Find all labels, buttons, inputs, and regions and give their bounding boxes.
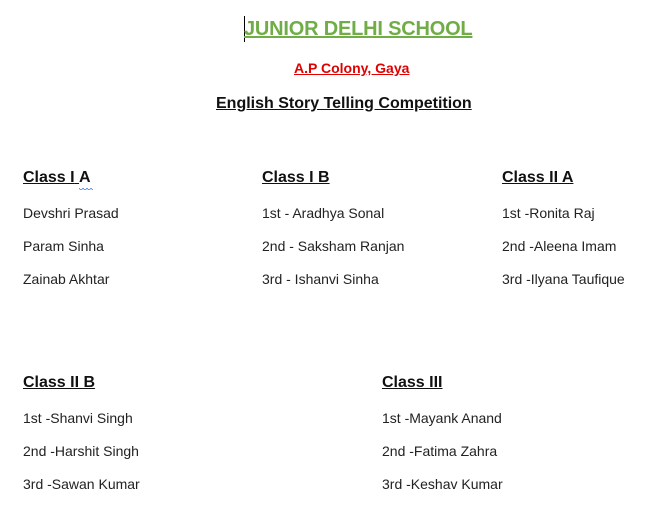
school-name: JUNIOR DELHI SCHOOL: [244, 18, 473, 40]
school-address: A.P Colony, Gaya: [294, 60, 410, 76]
list-item: Zainab Akhtar: [23, 271, 110, 287]
class-section-2b: [23, 374, 140, 507]
event-heading: English Story Telling Competition: [216, 95, 472, 112]
list-item: 3rd -Sawan Kumar: [23, 476, 140, 492]
class-section-2a: [502, 169, 625, 302]
list-item: 2nd -Harshit Singh: [23, 443, 139, 459]
list-item: 1st -Mayank Anand: [382, 410, 502, 426]
class-heading: Class III: [382, 374, 443, 391]
list-item: 1st -Shanvi Singh: [23, 410, 133, 426]
class-section-3: [382, 374, 503, 507]
class-heading-suffix: A: [79, 169, 91, 186]
list-item: 2nd -Aleena Imam: [502, 238, 617, 254]
class-section-1a: [23, 169, 119, 302]
list-item: 2nd -Fatima Zahra: [382, 443, 498, 459]
list-item: 1st - Aradhya Sonal: [262, 205, 385, 221]
list-item: Devshri Prasad: [23, 205, 119, 221]
list-item: 1st -Ronita Raj: [502, 205, 595, 221]
class-heading: Class II A: [502, 169, 574, 186]
class-heading: Class II B: [23, 374, 96, 391]
class-heading: [23, 169, 119, 191]
class-section-1b: [262, 169, 404, 302]
list-item: 3rd - Ishanvi Sinha: [262, 271, 379, 287]
list-item: 2nd - Saksham Ranjan: [262, 238, 405, 254]
list-item: 3rd -Keshav Kumar: [382, 476, 503, 492]
list-item: 3rd -Ilyana Taufique: [502, 271, 625, 287]
list-item: Param Sinha: [23, 238, 104, 254]
class-heading: Class I B: [262, 169, 330, 186]
class-heading-main: Class I: [23, 169, 75, 186]
